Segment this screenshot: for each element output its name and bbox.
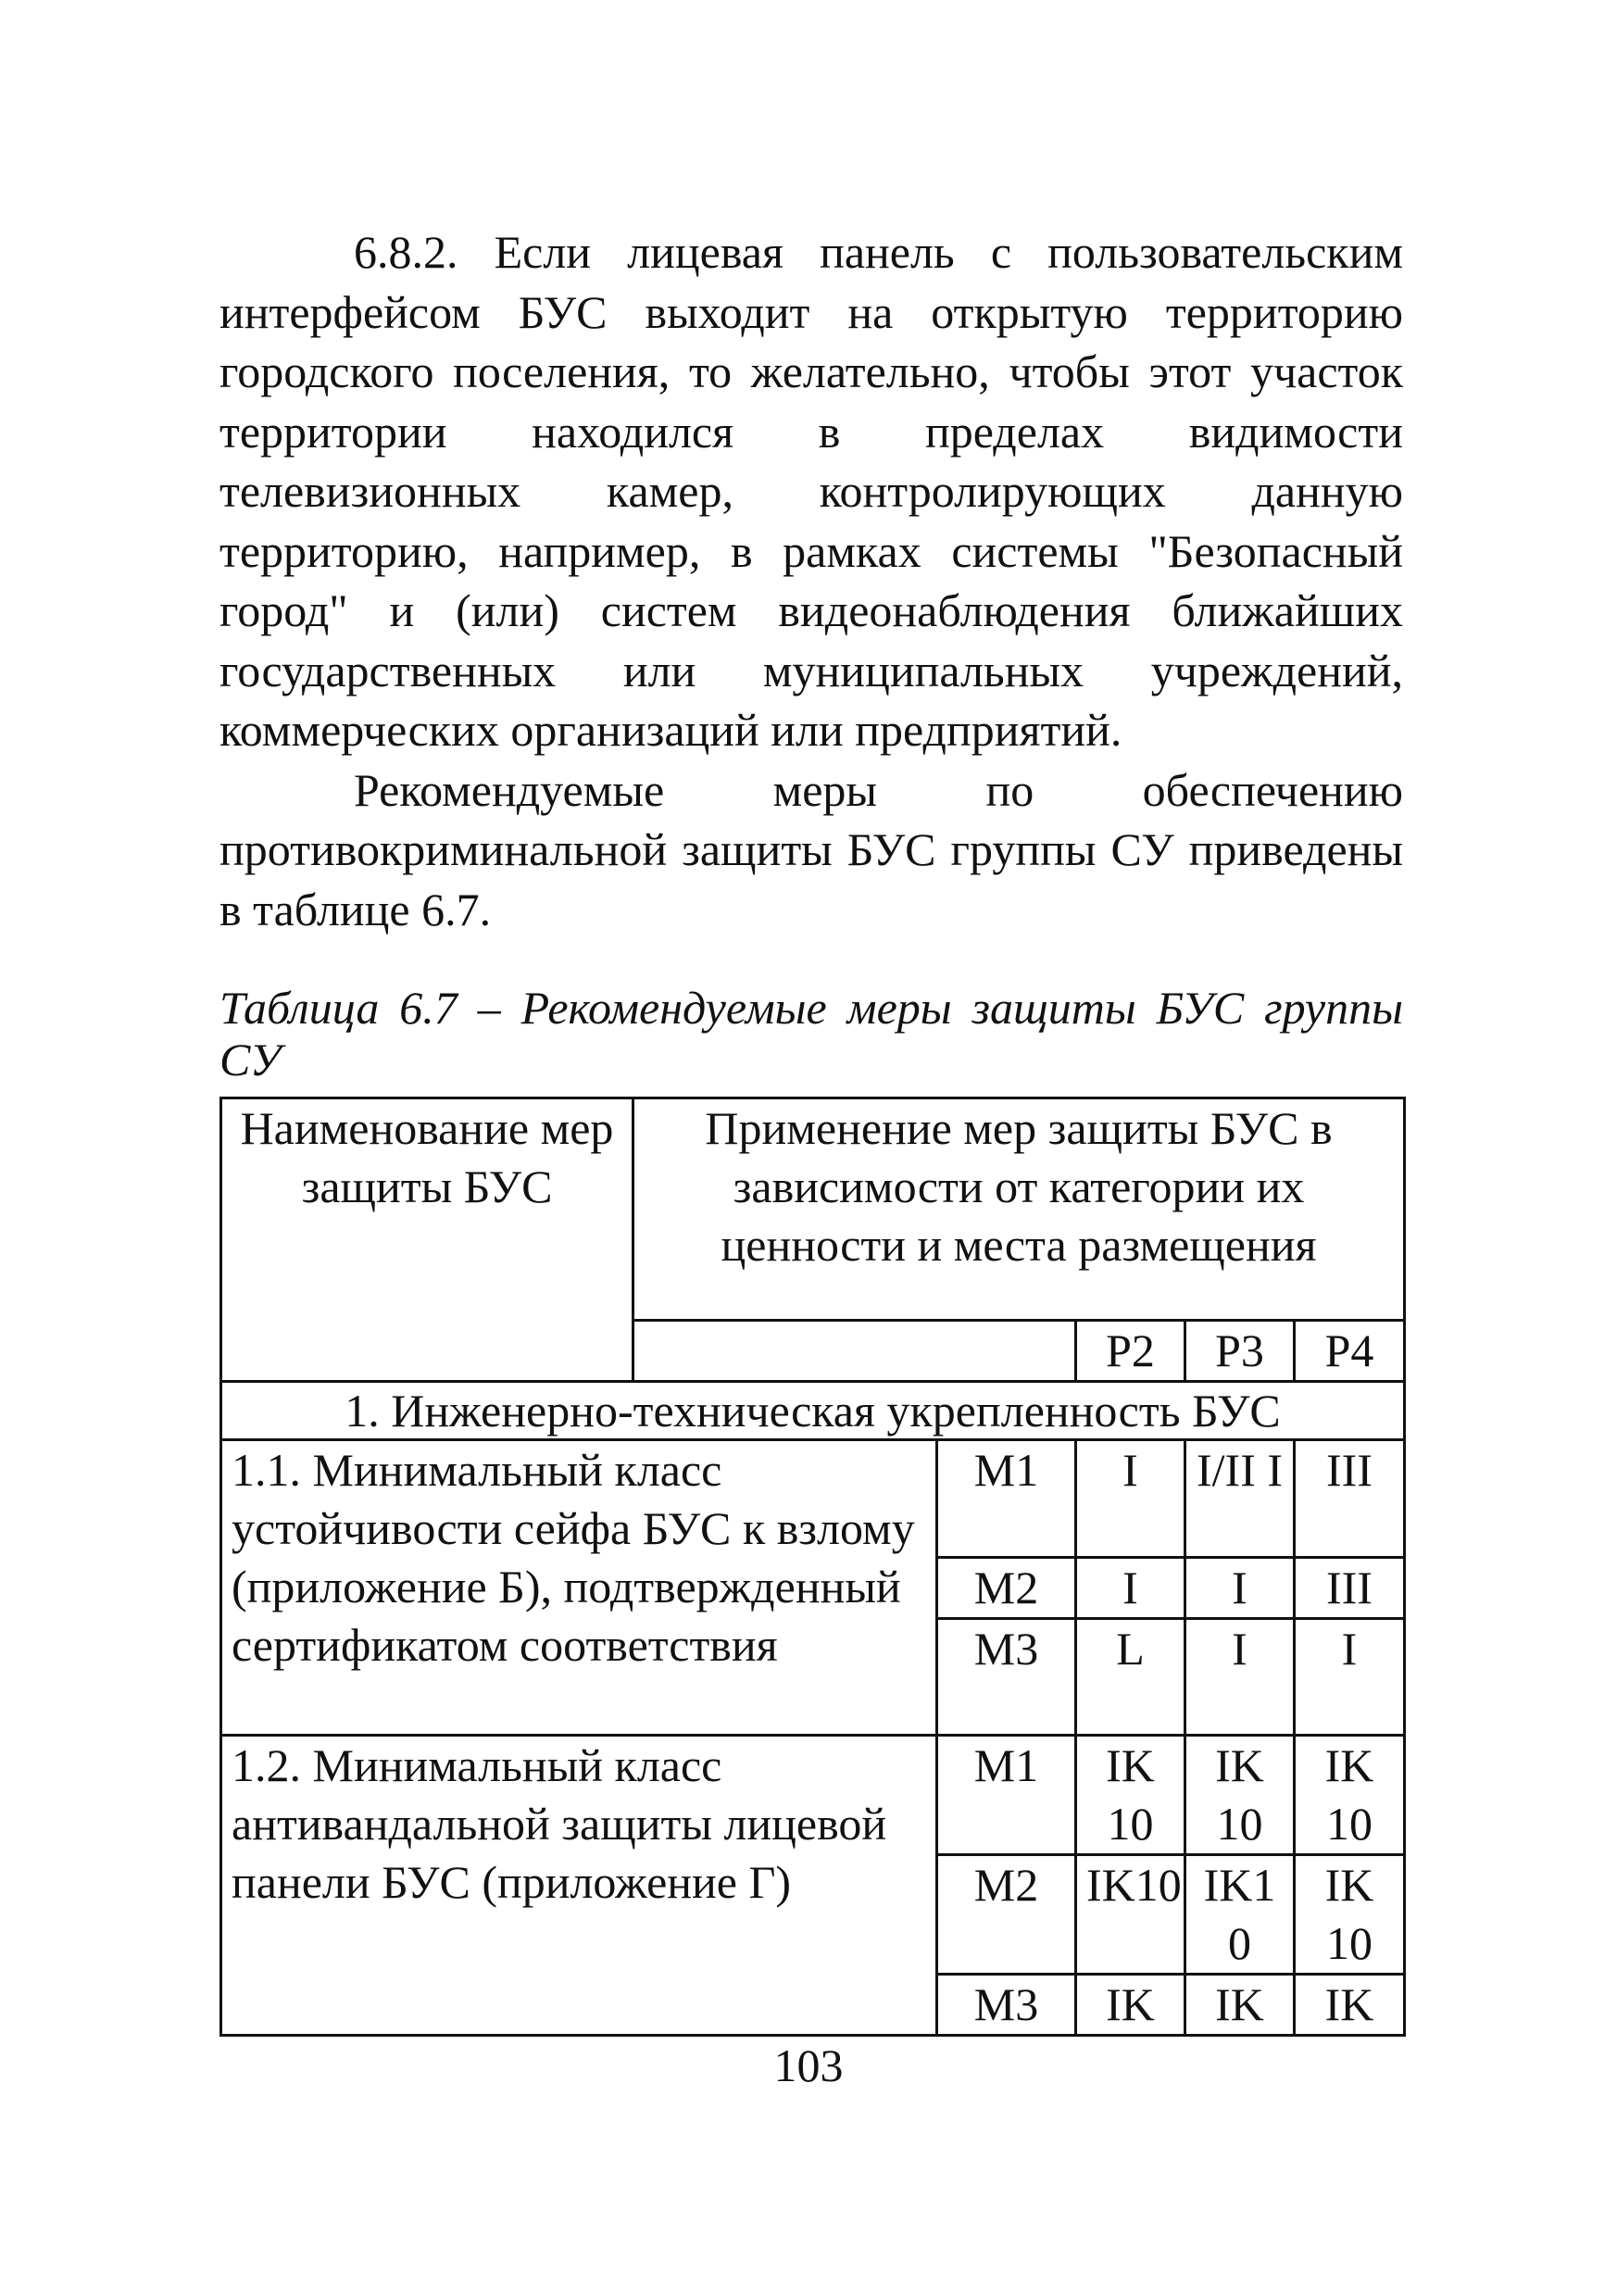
cell-p3: IK1 0 (1185, 1855, 1295, 1975)
header-col-p2: Р2 (1076, 1321, 1185, 1382)
cell-p2: L (1076, 1619, 1185, 1736)
cell-p4: IK (1295, 1975, 1405, 2036)
cell-m: М3 (937, 1975, 1076, 2036)
page-number: 103 (773, 2039, 844, 2091)
cell-m: М3 (937, 1619, 1076, 1736)
cell-p4: III (1295, 1558, 1405, 1619)
header-col-p3: Р3 (1185, 1321, 1295, 1382)
table-header-row (221, 1098, 1405, 1321)
cell-p4: I (1295, 1619, 1405, 1736)
header-measure-name: Наименование мер защиты БУС (221, 1098, 633, 1382)
header-application: Применение мер защиты БУС в зависимости от категории их ценности и места размещения (633, 1098, 1405, 1321)
document-page (219, 222, 1403, 2030)
cell-p3: IK 10 (1185, 1736, 1295, 1855)
section-title: 1. Инженерно-техническая укрепленность БУС (221, 1382, 1405, 1440)
cell-p3: I (1185, 1619, 1295, 1736)
cell-p3: I (1185, 1558, 1295, 1619)
paragraph-recommended-measures (219, 760, 1403, 940)
measure-1-1-name: 1.1. Минимальный класс устойчивости сейфа БУС к взлому (приложение Б), подтвержденный сертификатом соответствия (221, 1440, 937, 1736)
table-row (221, 1440, 1405, 1558)
cell-p2: I (1076, 1440, 1185, 1558)
cell-p4: IK 10 (1295, 1855, 1405, 1975)
cell-p3: I/II I (1185, 1440, 1295, 1558)
cell-m: М1 (937, 1736, 1076, 1855)
cell-m: М2 (937, 1558, 1076, 1619)
paragraph-recommended-measures-text: Рекомендуемые меры по обеспечению противокриминальной защиты БУС группы СУ приведены в таблице 6.7. (219, 763, 1403, 935)
cell-p2: I (1076, 1558, 1185, 1619)
cell-m: М1 (937, 1440, 1076, 1558)
cell-p2: IK 10 (1076, 1736, 1185, 1855)
paragraph-6-8-2-text: 6.8.2. Если лицевая панель с пользовательским интерфейсом БУС выходит на открытую территорию городского поселения, то желательно, чтобы этот участок территории находился в пределах видимости телевизионных камер, контролирующих данную территорию, например, в рамках системы "Безопасный город" и (или) систем видеонаблюдения ближайших государственных или муниципальных учреждений, коммерческих организаций или предприятий. (219, 226, 1403, 756)
cell-p2: IK (1076, 1975, 1185, 2036)
cell-p4: IK 10 (1295, 1736, 1405, 1855)
cell-p3: IK (1185, 1975, 1295, 2036)
header-category-blank (633, 1321, 1076, 1382)
paragraph-6-8-2 (219, 222, 1403, 760)
table-row (221, 1736, 1405, 1855)
table-section-row (221, 1382, 1405, 1440)
measures-table (219, 1097, 1406, 2037)
measure-1-2-name: 1.2. Минимальный класс антивандальной защиты лицевой панели БУС (приложение Г) (221, 1736, 937, 2036)
cell-p4: III (1295, 1440, 1405, 1558)
table-caption: Таблица 6.7 – Рекомендуемые меры защиты БУС группы СУ (219, 982, 1403, 1085)
header-col-p4: Р4 (1295, 1321, 1405, 1382)
cell-m: М2 (937, 1855, 1076, 1975)
cell-p2: IK10 (1076, 1855, 1185, 1975)
